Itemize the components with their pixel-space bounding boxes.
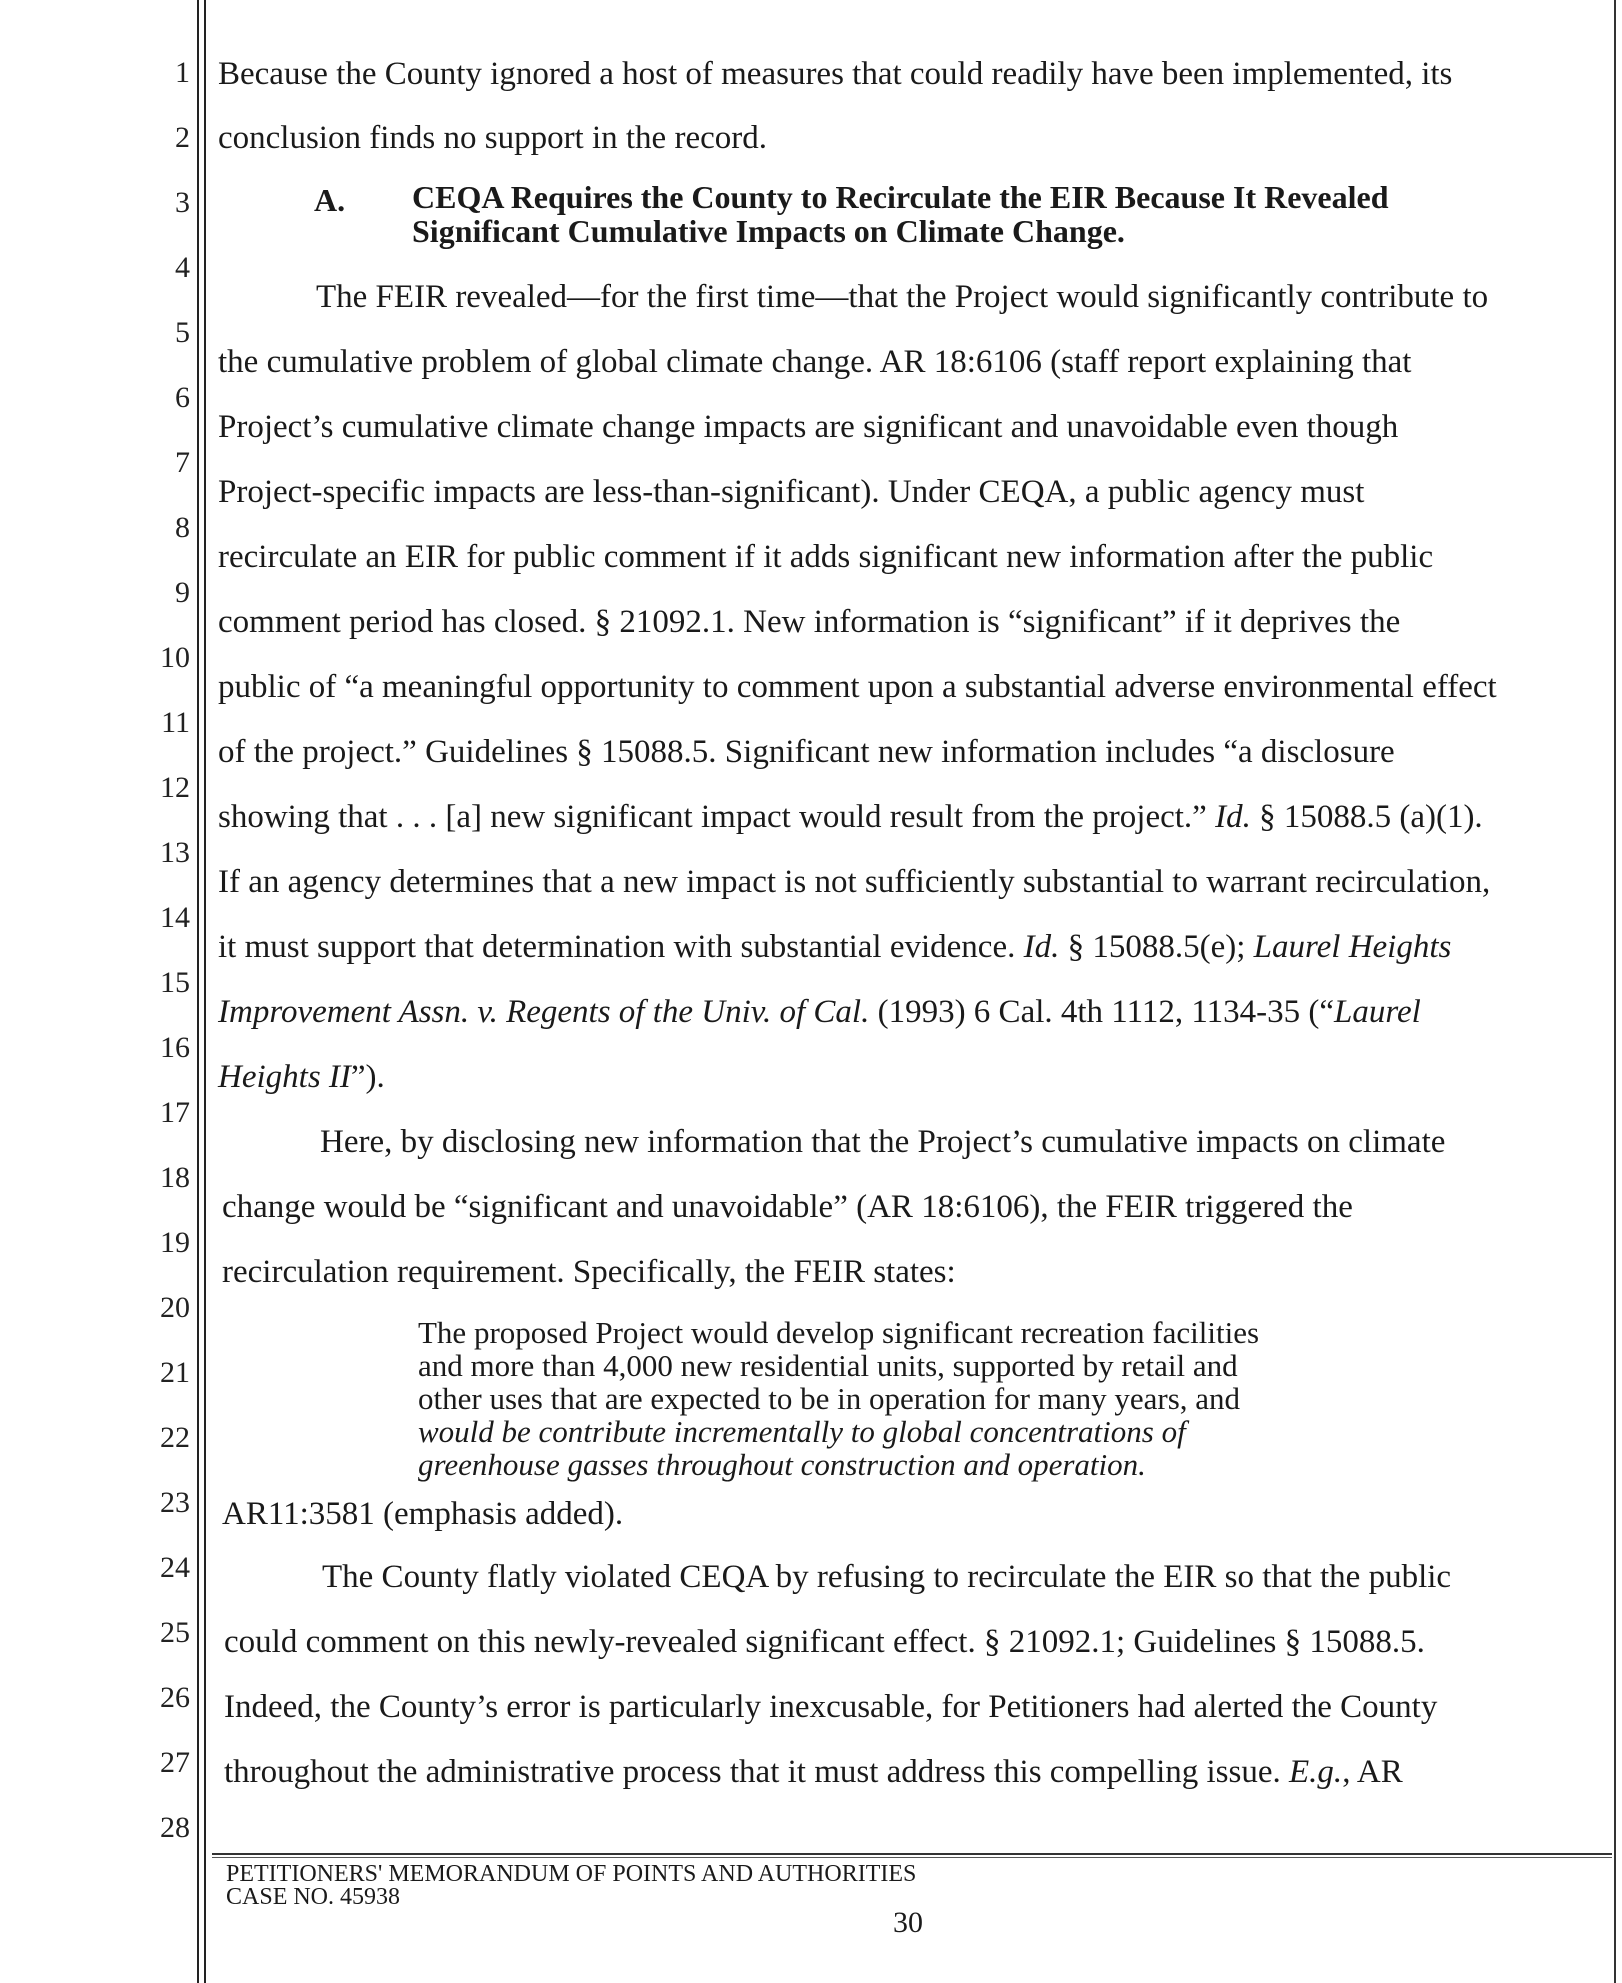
text-run: it must support that determination with substantial evidence. bbox=[218, 929, 1024, 965]
text-run: showing that . . . [a] new significant impact would result from the project.” bbox=[218, 799, 1216, 835]
signal-italic: E.g. bbox=[1289, 1754, 1343, 1790]
body-text-line: public of “a meaningful opportunity to comment upon a substantial adverse environmental effect bbox=[218, 669, 1497, 705]
body-text-line: Here, by disclosing new information that the Project’s cumulative impacts on climate bbox=[320, 1124, 1446, 1160]
case-name-italic: Laurel Heights bbox=[1253, 929, 1452, 965]
quote-line-emphasis: greenhouse gasses throughout construction and operation. bbox=[418, 1447, 1146, 1482]
body-text-line bbox=[218, 993, 1421, 1031]
text-run: ”). bbox=[350, 1059, 385, 1095]
footer-rule bbox=[212, 1853, 1612, 1855]
citation-italic: Id. bbox=[1023, 929, 1060, 965]
line-number: 6 bbox=[175, 381, 190, 414]
body-text-line: change would be “significant and unavoidable” (AR 18:6106), the FEIR triggered the bbox=[222, 1189, 1353, 1225]
body-text-line: recirculate an EIR for public comment if it adds significant new information after the public bbox=[218, 539, 1434, 575]
section-heading: CEQA Requires the County to Recirculate the EIR Because It Revealed bbox=[412, 179, 1389, 215]
line-number: 13 bbox=[160, 836, 190, 869]
line-number: 5 bbox=[175, 316, 190, 349]
line-number: 22 bbox=[160, 1421, 190, 1454]
line-number: 3 bbox=[175, 186, 190, 219]
body-text-line: The FEIR revealed—for the first time—that the Project would significantly contribute to bbox=[316, 279, 1489, 315]
line-number: 1 bbox=[175, 56, 190, 89]
left-margin-rule bbox=[197, 0, 199, 1983]
case-name-italic: Heights II bbox=[218, 1059, 351, 1095]
citation-italic: Id. bbox=[1215, 799, 1251, 835]
body-text-line: of the project.” Guidelines § 15088.5. Significant new information includes “a disclosure bbox=[218, 734, 1395, 770]
line-number: 28 bbox=[160, 1811, 190, 1844]
text-run: , AR bbox=[1342, 1754, 1403, 1790]
line-number: 8 bbox=[175, 511, 190, 544]
body-text-line: The County flatly violated CEQA by refusing to recirculate the EIR so that the public bbox=[322, 1559, 1452, 1595]
line-number: 25 bbox=[160, 1616, 190, 1649]
body-text-line: recirculation requirement. Specifically, the FEIR states: bbox=[222, 1254, 956, 1290]
text-run: throughout the administrative process that it must address this compelling issue. bbox=[224, 1754, 1290, 1790]
line-number: 27 bbox=[160, 1746, 190, 1779]
line-number: 18 bbox=[160, 1161, 190, 1194]
body-text-line: Indeed, the County’s error is particularly inexcusable, for Petitioners had alerted the County bbox=[224, 1689, 1438, 1725]
line-number: 14 bbox=[160, 901, 190, 934]
page-number: 30 bbox=[893, 1906, 923, 1939]
line-number: 23 bbox=[160, 1486, 190, 1519]
line-number: 17 bbox=[160, 1096, 190, 1129]
quote-line: The proposed Project would develop significant recreation facilities bbox=[418, 1315, 1260, 1350]
footer-document-title: PETITIONERS' MEMORANDUM OF POINTS AND AUTHORITIES bbox=[226, 1861, 917, 1887]
text-run: § 15088.5(e); bbox=[1059, 929, 1254, 965]
body-text-line bbox=[218, 1058, 385, 1096]
section-heading-letter: A. bbox=[314, 182, 346, 218]
body-text-line: could comment on this newly-revealed significant effect. § 21092.1; Guidelines § 15088.5. bbox=[224, 1624, 1425, 1660]
right-margin-rule bbox=[1614, 0, 1616, 1983]
text-run: (1993) 6 Cal. 4th 1112, 1134-35 (“ bbox=[869, 994, 1335, 1030]
quote-line: and more than 4,000 new residential units, supported by retail and bbox=[418, 1348, 1238, 1383]
line-number: 20 bbox=[160, 1291, 190, 1324]
line-number: 7 bbox=[175, 446, 190, 479]
footer-case-number: CASE NO. 45938 bbox=[226, 1884, 401, 1910]
line-number: 4 bbox=[175, 251, 190, 284]
line-number: 10 bbox=[160, 641, 190, 674]
body-text-line: conclusion finds no support in the record. bbox=[218, 120, 767, 156]
quote-line-emphasis: would be contribute incrementally to global concentrations of bbox=[418, 1414, 1186, 1449]
case-name-italic: Improvement Assn. v. Regents of the Univ. of Cal. bbox=[218, 994, 870, 1030]
body-text-line bbox=[218, 798, 1483, 836]
body-text-line: If an agency determines that a new impact is not sufficiently substantial to warrant recirculation, bbox=[218, 864, 1491, 900]
line-number: 2 bbox=[175, 121, 190, 154]
line-number: 11 bbox=[161, 706, 190, 739]
quote-citation: AR11:3581 (emphasis added). bbox=[222, 1496, 624, 1532]
body-text-line bbox=[218, 928, 1451, 966]
text-run: § 15088.5 (a)(1). bbox=[1250, 799, 1483, 835]
line-number: 15 bbox=[160, 966, 190, 999]
body-text-line bbox=[224, 1753, 1403, 1791]
body-text-line: Because the County ignored a host of measures that could readily have been implemented, its bbox=[218, 56, 1453, 92]
quote-line: other uses that are expected to be in operation for many years, and bbox=[418, 1381, 1241, 1416]
case-name-italic: Laurel bbox=[1334, 994, 1421, 1030]
left-margin-rule-inner bbox=[204, 0, 206, 1983]
footer-rule-thin bbox=[212, 1857, 1612, 1858]
body-text-line: the cumulative problem of global climate change. AR 18:6106 (staff report explaining that bbox=[218, 344, 1412, 380]
line-number: 12 bbox=[160, 771, 190, 804]
body-text-line: Project-specific impacts are less-than-significant). Under CEQA, a public agency must bbox=[218, 474, 1365, 510]
line-number: 21 bbox=[160, 1356, 190, 1389]
line-number: 26 bbox=[160, 1681, 190, 1714]
section-heading: Significant Cumulative Impacts on Climate Change. bbox=[412, 213, 1125, 249]
line-number: 16 bbox=[160, 1031, 190, 1064]
line-number: 19 bbox=[160, 1226, 190, 1259]
line-number-column bbox=[0, 0, 190, 1983]
line-number: 24 bbox=[160, 1551, 190, 1584]
body-text-line: Project’s cumulative climate change impacts are significant and unavoidable even though bbox=[218, 409, 1399, 445]
body-text-line: comment period has closed. § 21092.1. New information is “significant” if it deprives the bbox=[218, 604, 1401, 640]
line-number: 9 bbox=[175, 576, 190, 609]
